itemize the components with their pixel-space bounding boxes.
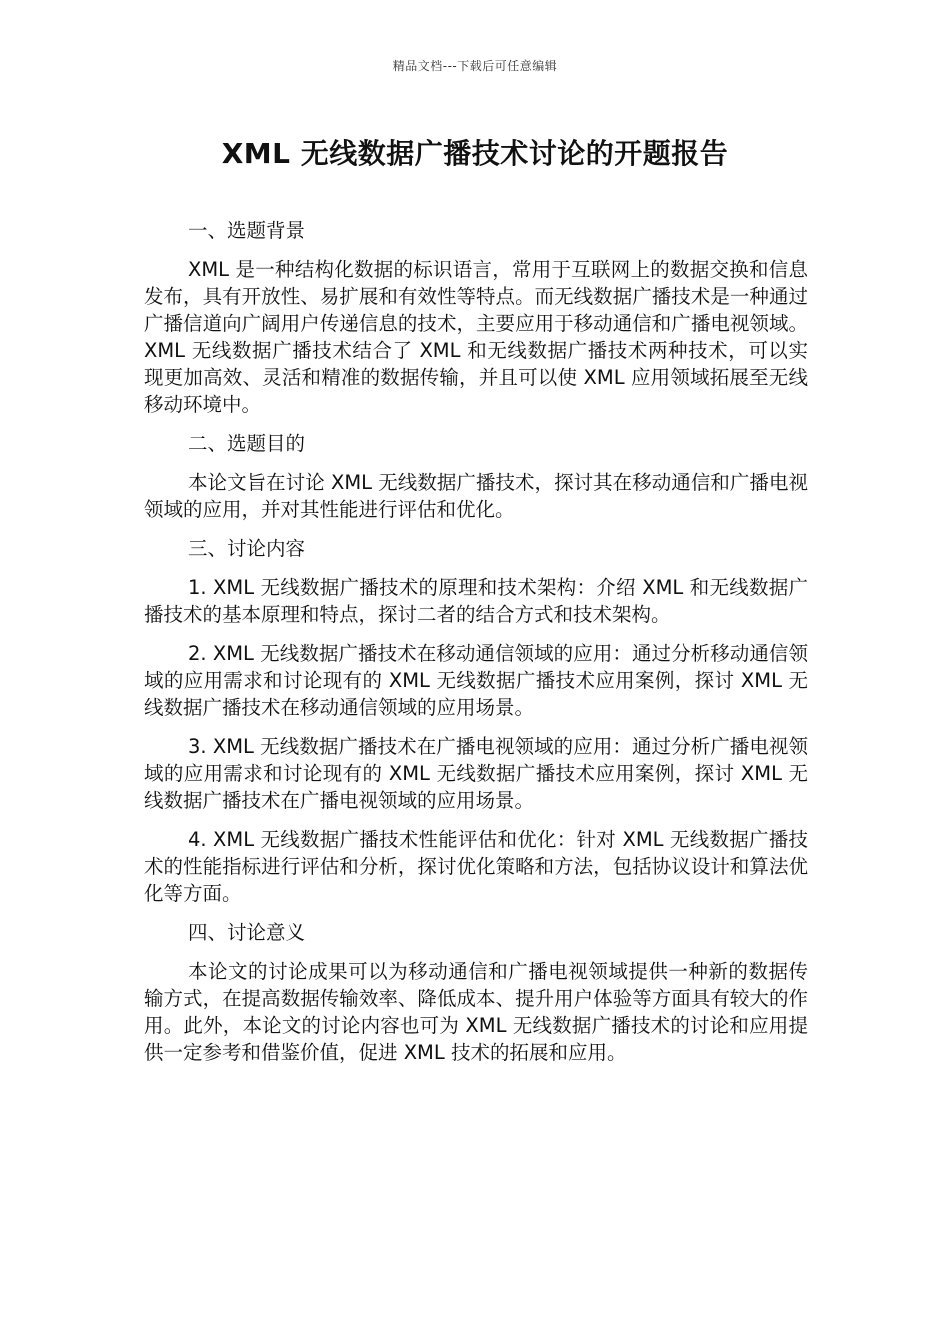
- content-item-4: 4. XML 无线数据广播技术性能评估和优化：针对 XML 无线数据广播技术的性能指标进行评估和分析，探讨优化策略和方法，包括协议设计和算法优化等方面。: [144, 828, 808, 905]
- section-heading-significance: 四、讨论意义: [188, 921, 306, 944]
- paragraph-significance: 本论文的讨论成果可以为移动通信和广播电视领域提供一种新的数据传输方式，在提高数据传输效率、降低成本、提升用户体验等方面具有较大的作用。此外，本论文的讨论内容也可为 XML 无线数据广播技术的讨论和应用提供一定参考和借鉴价值，促进 XML 技术的拓展和应用。: [144, 960, 808, 1064]
- section-heading-content: 三、讨论内容: [188, 537, 306, 560]
- section-heading-purpose: 二、选题目的: [188, 432, 306, 455]
- content-item-1: 1. XML 无线数据广播技术的原理和技术架构：介绍 XML 和无线数据广播技术的基本原理和特点，探讨二者的结合方式和技术架构。: [144, 576, 808, 626]
- section-heading-background: 一、选题背景: [188, 219, 306, 242]
- header-note: 精品文档---下载后可任意编辑: [392, 59, 558, 73]
- content-item-2: 2. XML 无线数据广播技术在移动通信领域的应用：通过分析移动通信领域的应用需求和讨论现有的 XML 无线数据广播技术应用案例，探讨 XML 无线数据广播技术在移动通信领域的应用场景。: [144, 642, 808, 719]
- paragraph-background: XML 是一种结构化数据的标识语言，常用于互联网上的数据交换和信息发布，具有开放性、易扩展和有效性等特点。而无线数据广播技术是一种通过广播信道向广阔用户传递信息的技术，主要应用于移动通信和广播电视领域。XML 无线数据广播技术结合了 XML 和无线数据广播技术两种技术，可以实现更加高效、灵活和精准的数据传输，并且可以使 XML 应用领域拓展至无线移动环境中。: [144, 258, 808, 416]
- paragraph-purpose: 本论文旨在讨论 XML 无线数据广播技术，探讨其在移动通信和广播电视领域的应用，并对其性能进行评估和优化。: [144, 471, 808, 521]
- document-title: XML 无线数据广播技术讨论的开题报告: [221, 137, 729, 170]
- content-item-3: 3. XML 无线数据广播技术在广播电视领域的应用：通过分析广播电视领域的应用需求和讨论现有的 XML 无线数据广播技术应用案例，探讨 XML 无线数据广播技术在广播电视领域的应用场景。: [144, 735, 808, 812]
- document-body: [144, 217, 808, 1078]
